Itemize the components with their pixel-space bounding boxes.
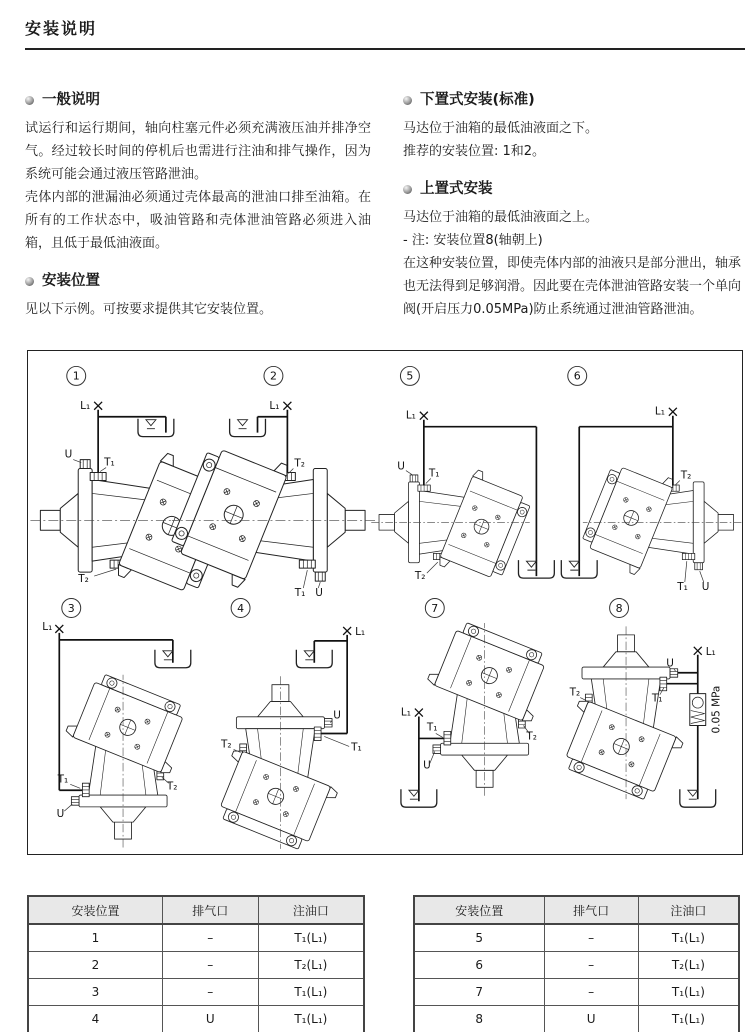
heading-general-label: 一般说明 <box>42 92 100 108</box>
plug-x-icon <box>283 402 291 410</box>
col-header-position: 安装位置 <box>28 896 162 924</box>
install-position-5 <box>371 366 554 588</box>
heading-above-tank <box>403 179 741 199</box>
port-label-t2: T₂ <box>166 780 178 793</box>
valve-pressure-label: 0.05 MPa <box>710 685 723 734</box>
position-number: 2 <box>269 369 277 383</box>
plug-x-icon <box>415 709 423 717</box>
port-label-l1: L₁ <box>654 405 665 418</box>
heading-general <box>25 90 371 110</box>
below-tank-line-1: 马达位于油箱的最低油液面之下。 <box>403 121 599 136</box>
cell-fill: T₁(L₁) <box>258 924 364 952</box>
cell-vent: – <box>544 979 638 1006</box>
cell-position: 2 <box>28 952 162 979</box>
port-label-t2: T₂ <box>221 738 232 751</box>
cell-vent: – <box>162 979 258 1006</box>
cell-fill: T₂(L₁) <box>258 952 364 979</box>
plug-x-icon <box>694 647 702 655</box>
port-label-l1: L₁ <box>42 620 53 633</box>
plug-x-icon <box>420 412 428 420</box>
install-position-8 <box>554 599 722 808</box>
plug-x-icon <box>94 402 102 410</box>
install-table-1 <box>27 895 365 1032</box>
heading-above-tank-label: 上置式安装 <box>420 181 493 197</box>
port-label-t1: T₁ <box>677 581 688 594</box>
col-header-position: 安装位置 <box>414 896 544 924</box>
general-paragraph-2: 壳体内部的泄漏油必须通过壳体最高的泄油口排至油箱。在所有的工作状态中，吸油管路和壳体泄油管路必须进入油箱，且低于最低油液面。 <box>25 190 371 251</box>
port-label-l1: L₁ <box>400 706 411 719</box>
table-row <box>28 1006 364 1032</box>
tank-icon <box>138 419 174 437</box>
port-label-t2: T₂ <box>294 457 305 470</box>
motor-icon <box>65 669 195 848</box>
table-header-row <box>414 896 739 924</box>
motor-icon <box>371 469 535 588</box>
table-header-row <box>28 896 364 924</box>
col-header-fill: 注油口 <box>258 896 364 924</box>
cell-position: 4 <box>28 1006 162 1032</box>
port-label-t1: T₁ <box>351 741 362 754</box>
position-number: 8 <box>615 601 623 615</box>
motor-icon <box>577 456 741 575</box>
port-label-u: U <box>333 709 341 722</box>
installation-positions-diagram <box>27 350 743 855</box>
col-header-vent: 排气口 <box>162 896 258 924</box>
install-position-3 <box>42 599 195 848</box>
table-row <box>414 1006 739 1032</box>
plug-x-icon <box>669 408 677 416</box>
port-label-t1: T₁ <box>651 692 663 705</box>
col-header-fill: 注油口 <box>638 896 739 924</box>
heading-below-tank-label: 下置式安装(标准) <box>420 92 535 108</box>
motor-icon <box>554 626 684 805</box>
above-tank-note: - 注: 安装位置8(轴朝上) <box>403 233 543 248</box>
cell-vent: – <box>162 952 258 979</box>
port-label-l1: L₁ <box>80 399 91 412</box>
port-label-t1: T₁ <box>294 587 306 600</box>
bullet-icon <box>403 185 412 194</box>
port-label-u: U <box>701 581 710 594</box>
port-label-t2: T₂ <box>526 730 538 743</box>
drain-pipe <box>258 410 288 473</box>
port-label-u: U <box>666 657 674 670</box>
port-label-l1: L₁ <box>355 625 366 638</box>
plug-x-icon <box>343 627 351 635</box>
cell-vent: U <box>162 1006 258 1032</box>
above-tank-line-1: 马达位于油箱的最低油液面之上。 <box>403 210 599 225</box>
cell-fill: T₁(L₁) <box>638 924 739 952</box>
cell-position: 1 <box>28 924 162 952</box>
position-number: 3 <box>67 601 75 615</box>
port-label-t1: T₁ <box>426 721 438 734</box>
bullet-icon <box>403 96 412 105</box>
cell-vent: – <box>544 924 638 952</box>
cell-position: 6 <box>414 952 544 979</box>
col-header-vent: 排气口 <box>544 896 638 924</box>
cell-vent: U <box>544 1006 638 1032</box>
motor-icon <box>426 617 556 796</box>
port-label-l1: L₁ <box>405 409 416 422</box>
port-label-l1: L₁ <box>269 399 280 412</box>
port-label-l1: L₁ <box>705 645 716 658</box>
diagram-canvas <box>28 351 742 854</box>
port-label-t1: T₁ <box>57 773 69 786</box>
position-number: 4 <box>237 601 245 615</box>
position-paragraph: 见以下示例。可按要求提供其它安装位置。 <box>25 302 273 317</box>
port-label-t2: T₂ <box>680 469 692 482</box>
heading-position <box>25 271 371 291</box>
right-column <box>403 90 741 321</box>
bullet-icon <box>25 277 34 286</box>
tank-icon <box>230 419 266 437</box>
table-row <box>414 979 739 1006</box>
port-label-t2: T₂ <box>78 573 89 586</box>
install-position-6 <box>561 366 741 593</box>
page-title: 安装说明 <box>25 19 98 38</box>
cell-fill: T₁(L₁) <box>638 1006 739 1032</box>
table-row <box>28 952 364 979</box>
check-valve-icon <box>690 694 706 726</box>
table-row <box>28 979 364 1006</box>
position-number: 1 <box>72 369 80 383</box>
table-row <box>28 924 364 952</box>
heading-position-label: 安装位置 <box>42 273 100 289</box>
port-label-u: U <box>315 587 323 600</box>
port-label-t2: T₂ <box>414 570 426 583</box>
cell-position: 5 <box>414 924 544 952</box>
table-row <box>414 952 739 979</box>
port-label-t2: T₂ <box>569 686 581 699</box>
cell-fill: T₁(L₁) <box>638 979 739 1006</box>
motor-icon <box>209 676 339 854</box>
port-label-t1: T₁ <box>104 456 115 469</box>
port-label-u: U <box>397 460 405 473</box>
cell-position: 8 <box>414 1006 544 1032</box>
bullet-icon <box>25 96 34 105</box>
position-number: 7 <box>431 601 439 615</box>
position-number: 6 <box>573 369 581 383</box>
cell-fill: T₂(L₁) <box>638 952 739 979</box>
cell-position: 3 <box>28 979 162 1006</box>
title-divider <box>25 48 745 50</box>
cell-fill: T₁(L₁) <box>258 1006 364 1032</box>
below-tank-line-2: 推荐的安装位置: 1和2。 <box>403 144 546 159</box>
plug-x-icon <box>55 625 63 633</box>
position-number: 5 <box>406 369 414 383</box>
port-label-u: U <box>64 448 73 461</box>
table-row <box>414 924 739 952</box>
install-position-7 <box>401 599 556 808</box>
port-label-u: U <box>56 808 65 821</box>
cell-vent: – <box>162 924 258 952</box>
install-position-4 <box>209 599 365 854</box>
above-tank-paragraph: 在这种安装位置，即使壳体内部的油液只是部分泄出，轴承也无法得到足够润滑。因此要在壳体泄油管路安装一个单向阀(开启压力0.05MPa)防止系统通过泄油管路泄油。 <box>403 256 742 317</box>
install-table-2 <box>413 895 740 1032</box>
general-paragraph-1: 试运行和运行期间，轴向柱塞元件必须充满液压油并排净空气。经过较长时间的停机后也需进行注油和排气操作，因为系统可能会通过液压管路泄油。 <box>25 121 371 182</box>
port-label-u: U <box>423 759 431 772</box>
left-column <box>25 90 371 321</box>
heading-below-tank <box>403 90 741 110</box>
port-label-t1: T₁ <box>428 467 440 480</box>
cell-fill: T₁(L₁) <box>258 979 364 1006</box>
cell-position: 7 <box>414 979 544 1006</box>
cell-vent: – <box>544 952 638 979</box>
